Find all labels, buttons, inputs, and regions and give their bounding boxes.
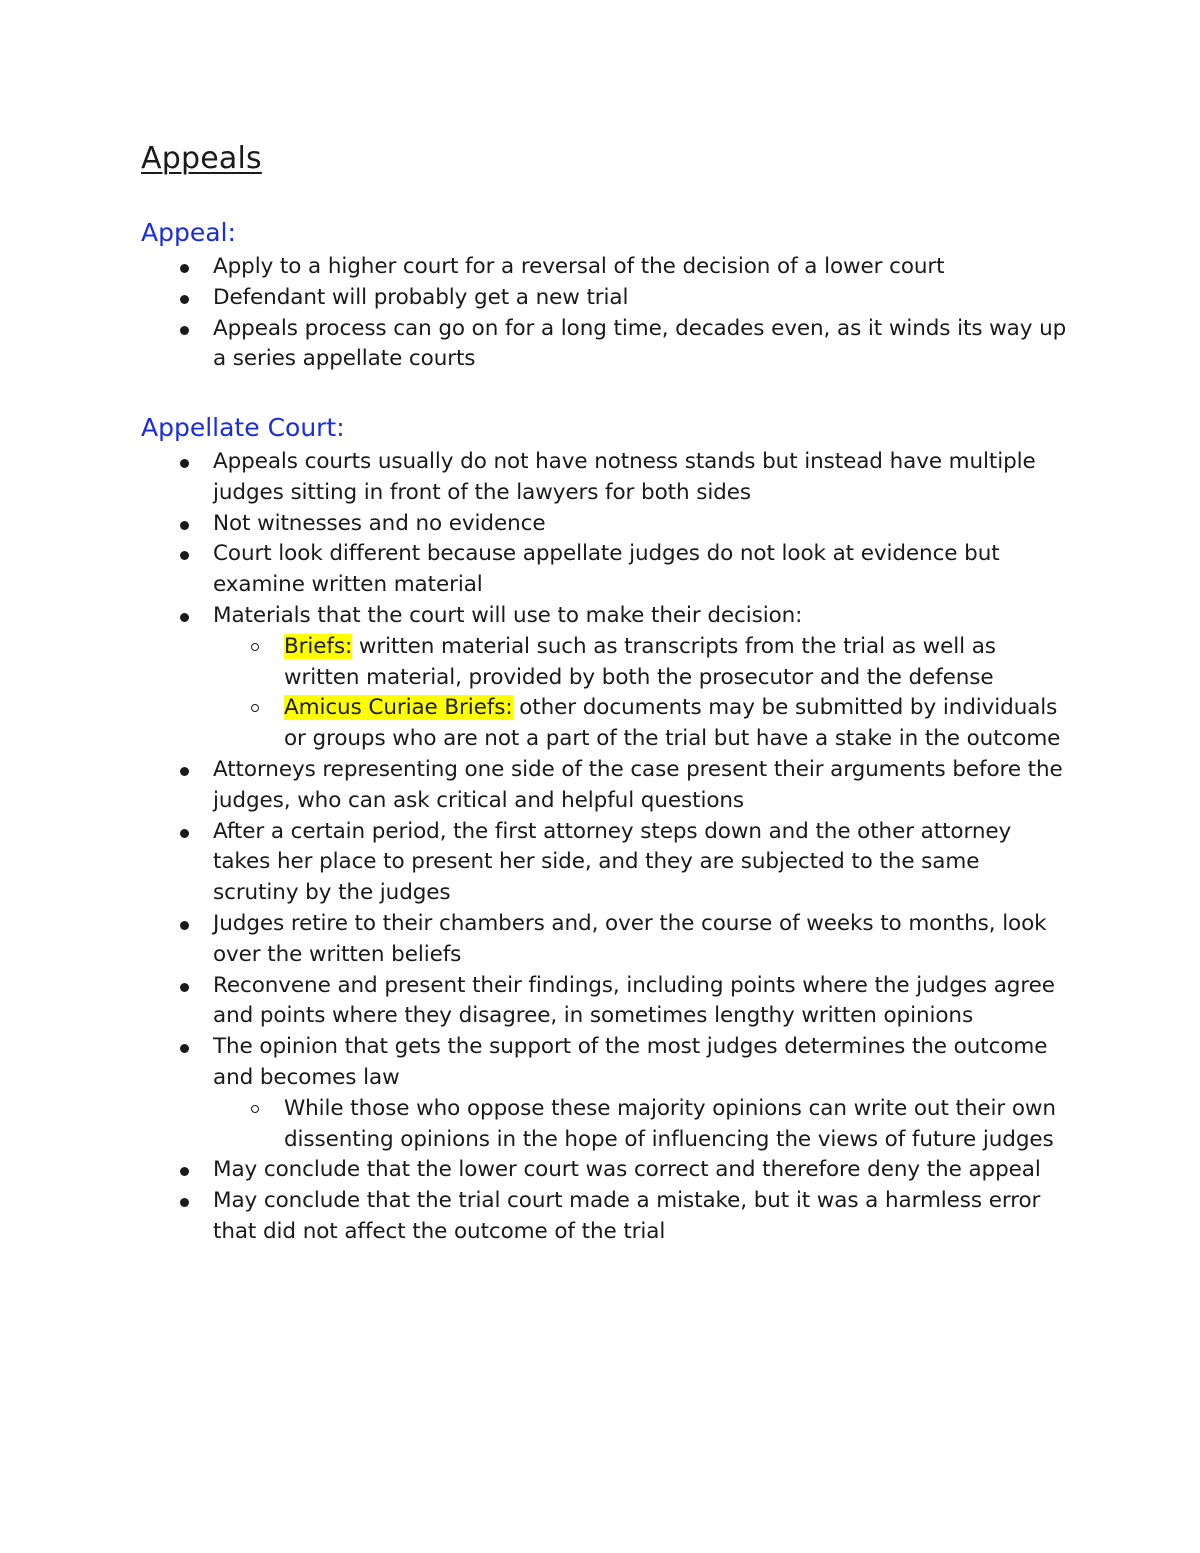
bullet-list: [141, 252, 1071, 375]
section-appeal: [141, 216, 1071, 375]
bullet-icon: [180, 1198, 189, 1207]
sub-list: [213, 1094, 1071, 1156]
list-item: Judges retire to their chambers and, over the course of weeks to months, look over the written beliefs: [213, 909, 1071, 971]
hollow-bullet-icon: [251, 643, 259, 651]
bullet-icon: [180, 613, 189, 622]
list-item: May conclude that the lower court was correct and therefore deny the appeal: [213, 1155, 1071, 1186]
list-item: Materials that the court will use to make their decision: Briefs: written material such as transcripts from the trial as well as written material, provided by both the prosecutor and the defense Amicus Curiae Briefs: other documents may be submitted by individuals or groups who are not a part of the trial but have a stake in the outcome: [213, 601, 1071, 755]
highlighted-term: Briefs:: [284, 633, 353, 659]
bullet-icon: [180, 295, 189, 304]
bullet-icon: [180, 459, 189, 468]
list-item: The opinion that gets the support of the most judges determines the outcome and becomes law While those who oppose these majority opinions can write out their own dissenting opinions in the hope of influencing the views of future judges: [213, 1032, 1071, 1155]
bullet-icon: [180, 551, 189, 560]
bullet-list: [141, 447, 1071, 1248]
list-item: May conclude that the trial court made a mistake, but it was a harmless error that did not affect the outcome of the trial: [213, 1186, 1071, 1248]
list-item: Not witnesses and no evidence: [213, 509, 1071, 540]
section-heading: Appellate Court:: [141, 413, 345, 442]
section-appellate-court: [141, 411, 1071, 1248]
highlighted-term: Amicus Curiae Briefs:: [284, 695, 513, 721]
bullet-icon: [180, 767, 189, 776]
list-item: After a certain period, the first attorney steps down and the other attorney takes her place to present her side, and they are subjected to the same scrutiny by the judges: [213, 817, 1071, 909]
hollow-bullet-icon: [251, 704, 259, 712]
bullet-icon: [180, 264, 189, 273]
list-item: Attorneys representing one side of the case present their arguments before the judges, who can ask critical and helpful questions: [213, 755, 1071, 817]
bullet-icon: [180, 921, 189, 930]
hollow-bullet-icon: [251, 1105, 259, 1113]
sub-list: [213, 632, 1071, 755]
list-item: Appeals process can go on for a long time, decades even, as it winds its way up a series appellate courts: [213, 314, 1071, 376]
section-heading: Appeal:: [141, 218, 236, 247]
list-item: Apply to a higher court for a reversal of the decision of a lower court: [213, 252, 1071, 283]
list-item: Appeals courts usually do not have notness stands but instead have multiple judges sitting in front of the lawyers for both sides: [213, 447, 1071, 509]
bullet-icon: [180, 521, 189, 530]
sub-list-item: While those who oppose these majority opinions can write out their own dissenting opinions in the hope of influencing the views of future judges: [284, 1094, 1071, 1156]
bullet-icon: [180, 983, 189, 992]
sub-list-item: Amicus Curiae Briefs: other documents may be submitted by individuals or groups who are not a part of the trial but have a stake in the outcome: [284, 693, 1071, 755]
list-item: Defendant will probably get a new trial: [213, 283, 1071, 314]
page-title: Appeals: [141, 141, 262, 176]
sub-list-item: Briefs: written material such as transcripts from the trial as well as written material, provided by both the prosecutor and the defense: [284, 632, 1071, 694]
bullet-icon: [180, 326, 189, 335]
bullet-icon: [180, 1044, 189, 1053]
list-item: Court look different because appellate judges do not look at evidence but examine written material: [213, 539, 1071, 601]
bullet-icon: [180, 829, 189, 838]
list-item: Reconvene and present their findings, including points where the judges agree and points where they disagree, in sometimes lengthy written opinions: [213, 971, 1071, 1033]
bullet-icon: [180, 1167, 189, 1176]
